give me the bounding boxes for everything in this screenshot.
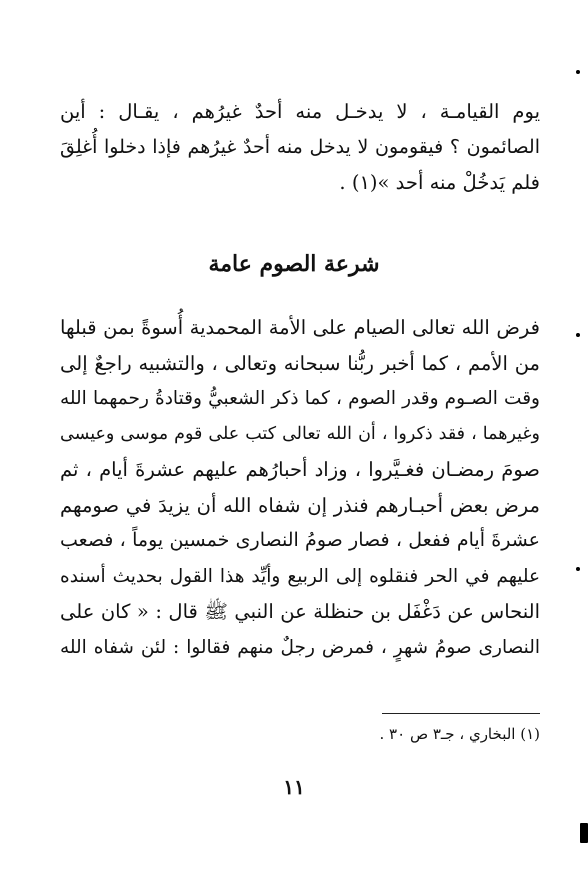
text-line: صومَ رمضـان فغـيَّروا ، وزاد أحبارُهم عليهم عشرةَ أيام ، ثم — [60, 458, 540, 481]
scan-speck — [576, 70, 580, 74]
page-number: ١١ — [283, 775, 305, 799]
scan-speck — [580, 823, 588, 843]
text-line: عشرةَ أيام ففعل ، فصار صومُ النصارى خمسين يوماً ، فصعب — [60, 529, 540, 551]
text-line: يوم القيامـة ، لا يدخـل منه أحدٌ غيرُهم ، يقـال : أين — [60, 100, 540, 123]
section-heading: شرعة الصوم عامة — [208, 251, 380, 277]
text-line: من الأمم ، كما أخبر ربُّنا سبحانه وتعالى ، والتشبيه راجعٌ إلى — [60, 351, 540, 375]
main-paragraph — [60, 310, 540, 665]
footnote: (١) البخاري ، جـ٣ ص ٣٠ . — [379, 725, 540, 743]
text-line: عليهم في الحر فنقلوه إلى الربيع وأيِّد هذا القول بحديث أسنده — [60, 565, 540, 587]
top-paragraph — [60, 94, 540, 201]
text-line: النصارى صومُ شهرٍ ، فمرض رجلٌ منهم فقالوا : لئن شفاه الله — [60, 636, 540, 658]
scan-speck — [576, 567, 580, 571]
scan-speck — [576, 333, 580, 337]
text-line: النحاس عن دَغْفَل بن حنظلة عن النبي ﷺ قال : « كان على — [60, 600, 540, 623]
text-line: فرض الله تعالى الصيام على الأمة المحمدية أُسوةً بمن قبلها — [60, 316, 540, 339]
text-line: الصائمون ؟ فيقومون لا يدخل منه أحدٌ غيرُهم فإذا دخلوا أُغلِقَ — [60, 135, 540, 158]
text-line: وقت الصـوم وقدر الصوم ، كما ذكر الشعبيُّ وقتادةُ رحمهما الله — [60, 388, 540, 409]
text-line: وغيرهما ، فقد ذكروا ، أن الله تعالى كتب على قوم موسى وعيسى — [60, 423, 540, 444]
text-line: مرض بعض أحبـارهم فنذر إن شفاه الله أن يزيدَ في صومهم — [60, 493, 540, 517]
footnote-divider — [382, 713, 540, 714]
text-line: فلم يَدخُلْ منه أحد »(١) . — [339, 171, 540, 194]
